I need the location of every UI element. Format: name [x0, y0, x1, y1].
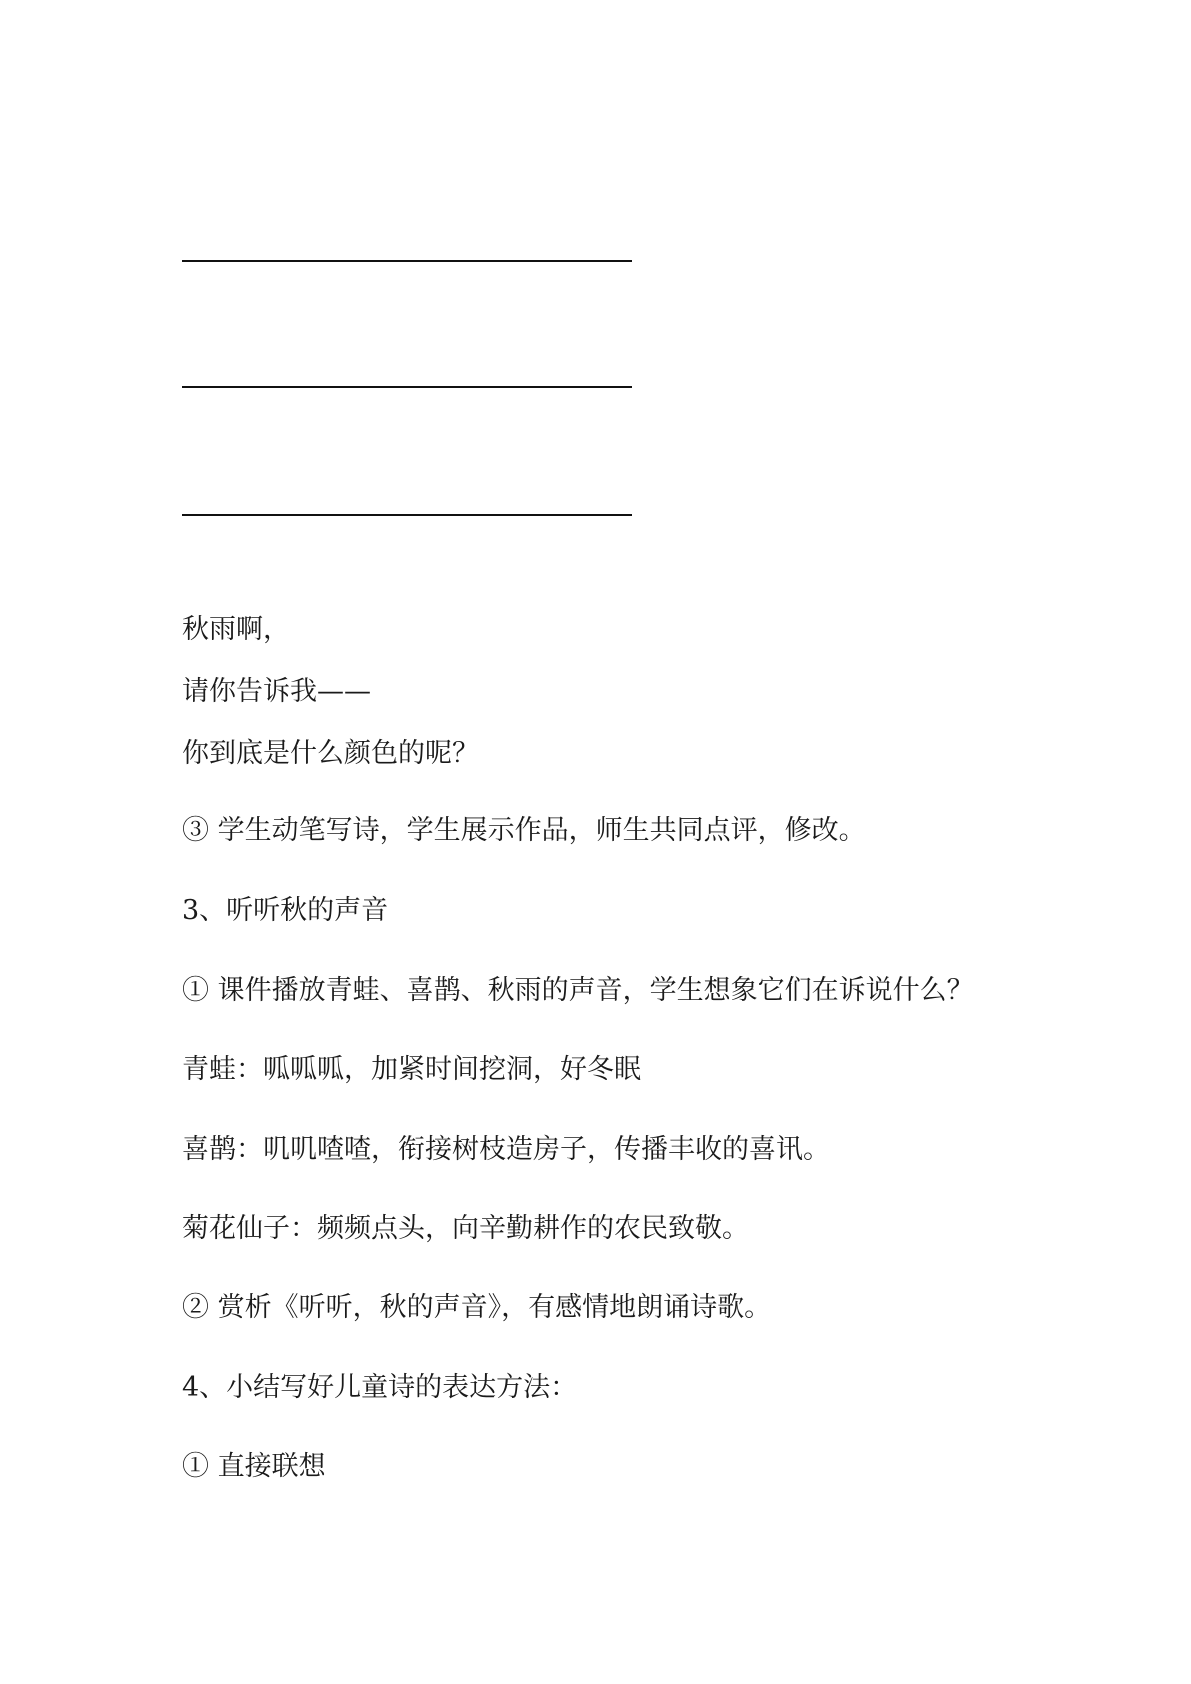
section-3-item-2: ② 赏析《听听，秋的声音》，有感情地朗诵诗歌。 [182, 1292, 772, 1323]
section-4-item-1: ① 直接联想 [182, 1451, 326, 1482]
section-3-heading: 3、听听秋的声音 [182, 895, 389, 926]
section-4-heading: 4、小结写好儿童诗的表达方法： [182, 1372, 578, 1403]
poem-line-1: 秋雨啊， [182, 614, 290, 645]
section-3-item-1: ① 课件播放青蛙、喜鹊、秋雨的声音，学生想象它们在诉说什么？ [182, 975, 974, 1006]
magpie-line: 喜鹊：叽叽喳喳，衔接树枝造房子，传播丰收的喜讯。 [182, 1134, 830, 1165]
frog-line: 青蛙：呱呱呱，加紧时间挖洞，好冬眠 [182, 1054, 641, 1085]
answer-blank-line-1 [182, 260, 632, 262]
step-3-writing: ③ 学生动笔写诗，学生展示作品，师生共同点评，修改。 [182, 815, 866, 846]
poem-line-2: 请你告诉我—— [182, 676, 371, 707]
poem-line-3: 你到底是什么颜色的呢？ [182, 738, 479, 769]
chrysanthemum-line: 菊花仙子：频频点头，向辛勤耕作的农民致敬。 [182, 1213, 749, 1244]
answer-blank-line-2 [182, 386, 632, 388]
answer-blank-line-3 [182, 514, 632, 516]
